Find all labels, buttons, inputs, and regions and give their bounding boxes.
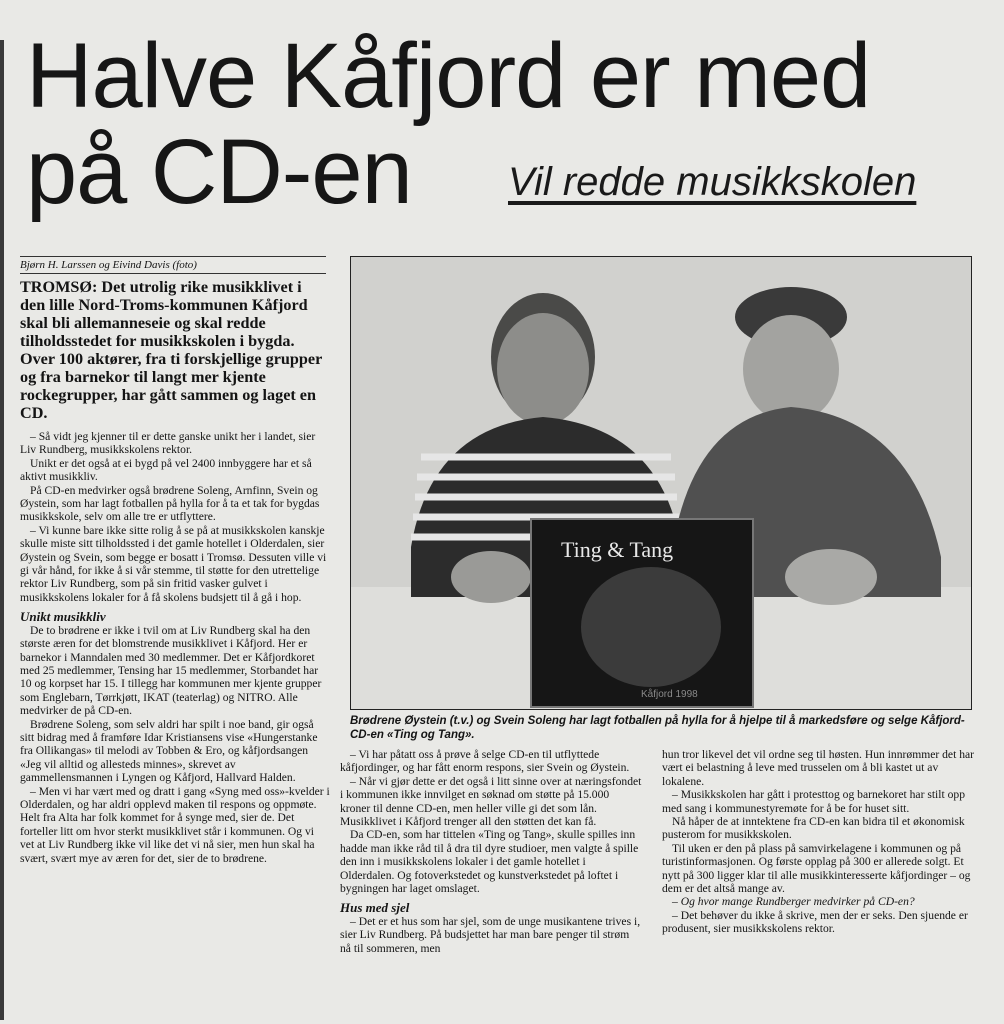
headline-line-2: på CD-en: [26, 121, 412, 223]
photo-caption: Brødrene Øystein (t.v.) og Svein Soleng har lagt fotballen på hylla for å hjelpe til å markedsføre og selge Kåfjord-CD-en «Ting og Tang».: [350, 715, 965, 741]
article-column-3: [662, 748, 974, 936]
paragraph: – Og hvor mange Rundberger medvirker på CD-en?: [672, 895, 915, 909]
paragraph: Brødrene Soleng, som selv aldri har spilt i noe band, gir også sitt bidrag med å framføre Idar Kristiansens vise «Hungerstanke fra Ollikangas» til melodi av Tobben & Ero, og kåfjordsangen «Jeg vil alltid og allesteds minnes», skrevet av gammellensmannen i Lyngen og Kåfjord, Hallvard Halden.: [20, 717, 318, 785]
paragraph: De to brødrene er ikke i tvil om at Liv Rundberg skal ha den største æren for det blomstrende musikklivet i Kåfjord. Her er barnekor i Manndalen med 30 medlemmer. Det er Kåfjordkoret med 25 medlemmer, Tensing har 15 medlemmer, Storbandet har 10 og korpset har 15. I tillegg har kommunen mer kjente grupper som Englebarn, Tørrkjøtt, IKAT (teaterlag) og NITRO. Alle medvirker de på CD-en.: [20, 623, 322, 718]
paragraph: – Men vi har vært med og dratt i gang «Syng med oss»-kvelder i Olderdalen, og har aldri opplevd maken til respons og oppmøte. Helt fra Alta har folk kommet for å synge med, sier de. Det forteller litt om hvor sterkt musikklivet står i kommunen. Og vi vet at Liv Rundberg ikke vil like det vi nå sier, men hun skal ha svært, svært mye av æren for det, sier de to brødrene.: [20, 784, 330, 865]
paragraph: Nå håper de at inntektene fra CD-en kan bidra til et økonomisk pusterom for musikkskolen.: [662, 815, 965, 842]
section-heading: Hus med sjel: [340, 900, 410, 916]
paragraph: På CD-en medvirker også brødrene Soleng, Arnfinn, Svein og Øystein, som har lagt fotballen på hylla for å ta et tak for bygdas musikkskole, selv om alle tre er utflyttere.: [20, 483, 320, 524]
paragraph: – Så vidt jeg kjenner til er dette ganske unikt her i landet, sier Liv Rundberg, musikkskolens rektor.: [20, 430, 316, 457]
intro-paragraph: TROMSØ: Det utrolig rike musikklivet i den lille Nord-Troms-kommunen Kåfjord skal bli allemanneseie og skal redde tilholdsstedet for musikkskolen i bygda. Over 100 aktører, fra ti forskjellige grupper og fra barnekor til langt mer kjente rockegrupper, har gått sammen og laget en CD.: [20, 278, 322, 422]
paragraph: hun tror likevel det vil ordne seg til høsten. Hun innrømmer det har vært ei belastning å leve med trusselen om å bli kastet ut av lokalene.: [662, 748, 974, 788]
paragraph: – Vi har påtatt oss å prøve å selge CD-en til utflyttede kåfjordinger, og har fått enorm respons, sier Svein og Øystein.: [340, 748, 630, 775]
article-column-1: [20, 430, 330, 865]
headline-line-1: Halve Kåfjord er med: [26, 25, 871, 127]
paragraph: Unikt er det også at ei bygd på vel 2400 innbyggere har et så aktivt musikkliv.: [20, 456, 312, 484]
photo-illustration: [351, 257, 971, 709]
cd-year-text: Kåfjord 1998: [641, 689, 698, 700]
subheadline: Vil redde musikkskolen: [508, 160, 917, 204]
paragraph: – Det behøver du ikke å skrive, men der er seks. Den sjuende er produsent, sier musikkskolens rektor.: [662, 908, 968, 936]
paragraph: – Vi kunne bare ikke sitte rolig å se på at musikkskolen kanskje skulle miste sitt tilholdssted i det gamle hotellet i Olderdalen, sier Øystein og Svein, som begge er bosatt i Tromsø. Dessuten ville vi gi vår hånd, for ikke å si vår stemme, til støtte for den utrettelige rektor Liv Rundberg, som på sin fritid vasker gulvet i musikkskolens lokaler for å få skolens budsjett til å gå i hop.: [20, 523, 327, 604]
paragraph: Til uken er den på plass på samvirkelagene i kommunen og på turistinformasjonen. Og første opplag på 300 er allerede solgt. Et nytt på 300 ligger klar til alle musikkinteresserte kåfjordinger – og dem er det altså mange av.: [662, 841, 971, 896]
section-heading: Unikt musikkliv: [20, 609, 106, 625]
paragraph: – Det er et hus som har sjel, som de unge musikantene trives i, sier Liv Rundberg. På budsjettet har man bare penger til strøm nå til sommeren, men: [340, 914, 641, 955]
cd-title-text: Ting & Tang: [561, 537, 674, 562]
article-column-2: [340, 748, 642, 955]
photo-brothers-with-cd: [350, 256, 972, 710]
paragraph: – Når vi gjør dette er det også i litt sinne over at næringsfondet i kommunen ikke innvilget en søknad om støtte på 15.000 kroner til denne CD-en, men heller ville gi det som lån. Musikklivet i Kåfjord trenger all den støtten det kan få.: [340, 774, 642, 829]
paragraph: Da CD-en, som har tittelen «Ting og Tang», skulle spilles inn hadde man ikke råd til å dra til dyre studioer, men valgte å spille den inn i musikkskolens lokaler i det gamle hotellet i Olderdalen. Og fotoverkstedet og kunstverkstedet på loftet i bygningen har laget omslaget.: [340, 828, 639, 896]
page-edge-rule: [0, 40, 4, 1020]
byline: Bjørn H. Larssen og Eivind Davis (foto): [20, 256, 326, 274]
paragraph: – Musikkskolen har gått i protesttog og barnekoret har stilt opp med sang i kommunestyremøte for å be for huset sitt.: [662, 788, 966, 815]
